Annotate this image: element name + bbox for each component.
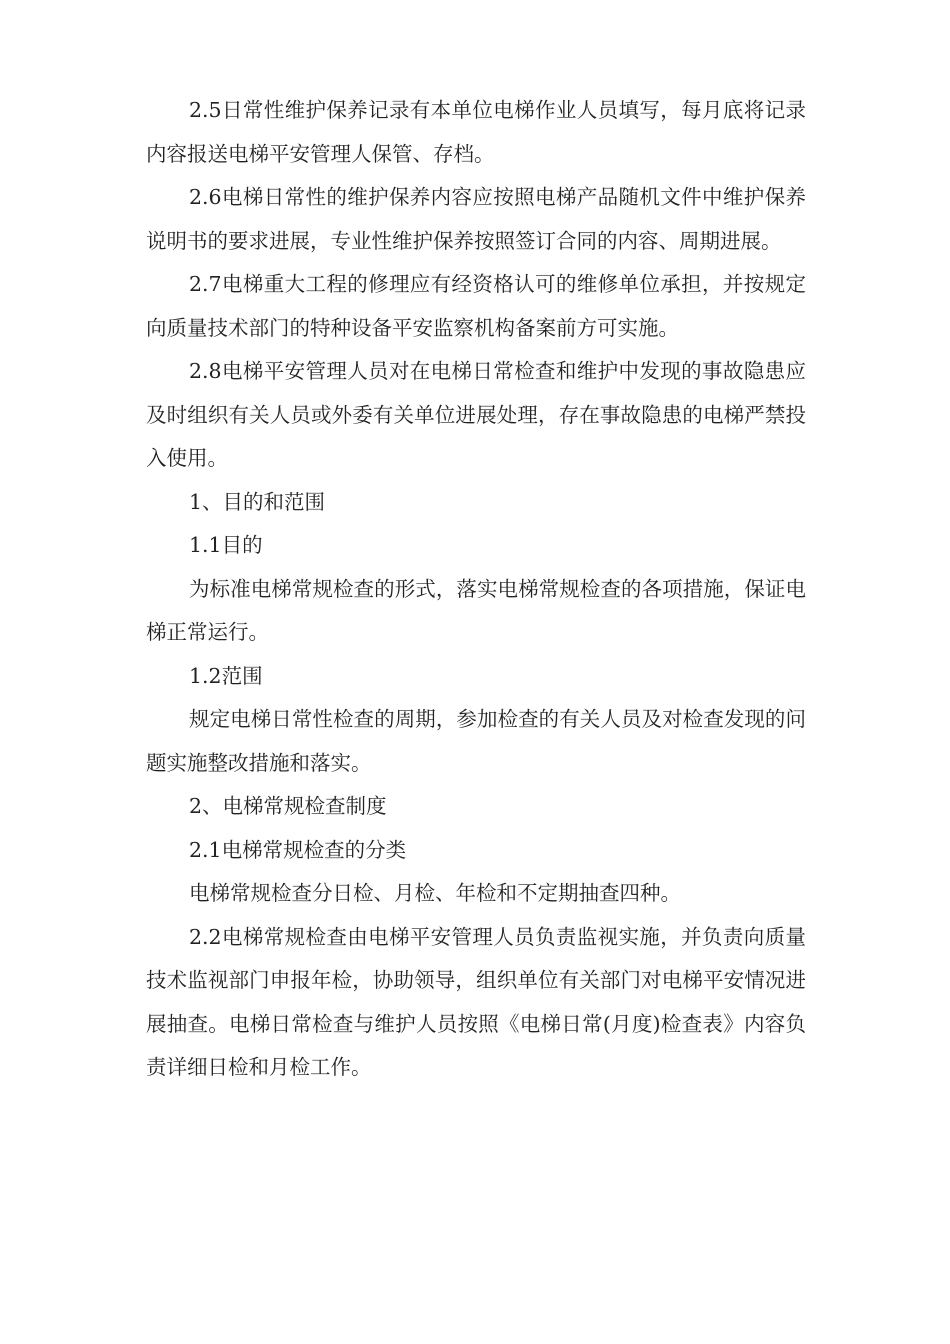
heading-2-1: 2.1电梯常规检查的分类 (189, 837, 407, 862)
heading-1-1: 1.1目的 (189, 533, 263, 557)
paragraph-2-1-body: 电梯常规检查分日检、月检、年检和不定期抽查四种。 (189, 881, 681, 905)
paragraph-1-1-body: 为标准电梯常规检查的形式，落实电梯常规检查的各项措施，保证电梯正常运行。 (146, 576, 806, 644)
paragraph-2-7: 2.7电梯重大工程的修理应有经资格认可的维修单位承担，并按规定向质量技术部门的特种设备平安监察机构备案前方可实施。 (146, 272, 806, 340)
paragraph-2-2: 2.2电梯常规检查由电梯平安管理人员负责监视实施，并负责向质量技术监视部门申报年检，协助领导，组织单位有关部门对电梯平安情况进展抽查。电梯日常检查与维护人员按照《电梯日常(月度)检查表》内容负责详细日检和月检工作。 (146, 924, 806, 1079)
paragraph-2-6: 2.6电梯日常性的维护保养内容应按照电梯产品随机文件中维护保养说明书的要求进展，专业性维护保养按照签订合同的内容、周期进展。 (146, 185, 806, 253)
heading-1-2: 1.2范围 (189, 663, 263, 688)
paragraph-2-5: 2.5日常性维护保养记录有本单位电梯作业人员填写，每月底将记录内容报送电梯平安管理人保管、存档。 (146, 98, 806, 166)
document-body (146, 89, 806, 1090)
heading-section-2: 2、电梯常规检查制度 (189, 794, 387, 818)
heading-section-1: 1、目的和范围 (189, 489, 326, 514)
paragraph-1-2-body: 规定电梯日常性检查的周期，参加检查的有关人员及对检查发现的问题实施整改措施和落实。 (146, 707, 806, 775)
paragraph-2-8: 2.8电梯平安管理人员对在电梯日常检查和维护中发现的事故隐患应及时组织有关人员或外委有关单位进展处理，存在事故隐患的电梯严禁投入使用。 (146, 359, 806, 470)
